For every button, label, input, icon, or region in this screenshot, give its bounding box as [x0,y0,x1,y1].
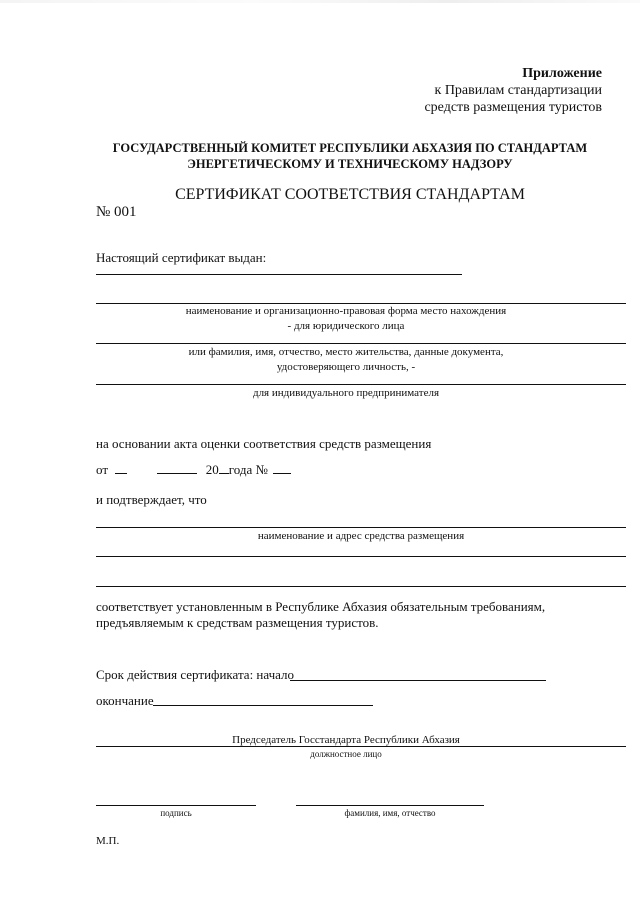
basis-month-blank [157,463,197,474]
chairman-line [96,746,626,747]
signature-line [96,805,256,806]
appendix-line-1: к Правилам стандартизации [434,83,602,98]
confirms-line-2 [96,556,626,557]
basis-date-row [96,462,291,478]
issued-label: Настоящий сертификат выдан: [96,250,267,265]
confirms-line-3 [96,586,626,587]
issued-line-1 [96,274,462,275]
fullname-line [296,805,484,806]
issued-hint-legal-b: - для юридического лица [287,320,405,332]
confirms-text: и подтверждает, что [96,492,207,507]
certificate-title: СЕРТИФИКАТ СООТВЕТСТВИЯ СТАНДАРТАМ [175,186,525,203]
basis-year-suffix: года № [228,462,268,477]
chairman-title: Председатель Госстандарта Республики Абхазия [232,734,460,746]
issued-hint-entrepreneur: для индивидуального предпринимателя [252,387,440,399]
issued-hint-person-b: удостоверяющего личность, - [276,361,416,373]
committee-line-2: ЭНЕРГЕТИЧЕСКОМУ И ТЕХНИЧЕСКОМУ НАДЗОРУ [187,157,513,171]
basis-year-prefix: 20 [205,462,219,477]
basis-text: на основании акта оценки соответствия средств размещения [96,436,432,451]
committee-line-1: ГОСУДАРСТВЕННЫЙ КОМИТЕТ РЕСПУБЛИКИ АБХАЗИЯ ПО СТАНДАРТАМ [112,141,588,155]
issued-line-3 [96,343,626,344]
basis-from-label: от [96,462,109,477]
issued-hint-person-a: или фамилия, имя, отчество, место жительства, данные документа, [188,346,504,358]
compliance-line-2: предъявляемым к средствам размещения туристов. [96,615,379,630]
fullname-hint: фамилия, имя, отчество [344,808,436,818]
validity-start-line [290,680,546,681]
confirms-hint: наименование и адрес средства размещения [257,530,465,542]
position-hint: должностное лицо [310,749,382,759]
certificate-number: № 001 [96,204,137,220]
compliance-line-1: соответствует установленным в Республике Абхазия обязательным требованиям, [96,599,546,614]
confirms-line-1 [96,527,626,528]
appendix-title: Приложение [522,66,602,81]
signature-hint: подпись [160,808,192,818]
appendix-line-2: средств размещения туристов [424,100,602,115]
stamp-place: М.П. [96,835,120,847]
validity-end-line [153,705,373,706]
scan-edge-shadow [0,0,640,3]
issued-hint-legal-a: наименование и организационно-правовая форма место нахождения [185,305,507,317]
basis-number-blank [273,463,291,474]
issued-line-2 [96,303,626,304]
basis-year-blank [219,463,229,474]
basis-day-blank [115,463,127,474]
validity-end-label: окончание [96,693,154,708]
validity-start-label: Срок действия сертификата: начало [96,667,295,682]
issued-line-4 [96,384,626,385]
